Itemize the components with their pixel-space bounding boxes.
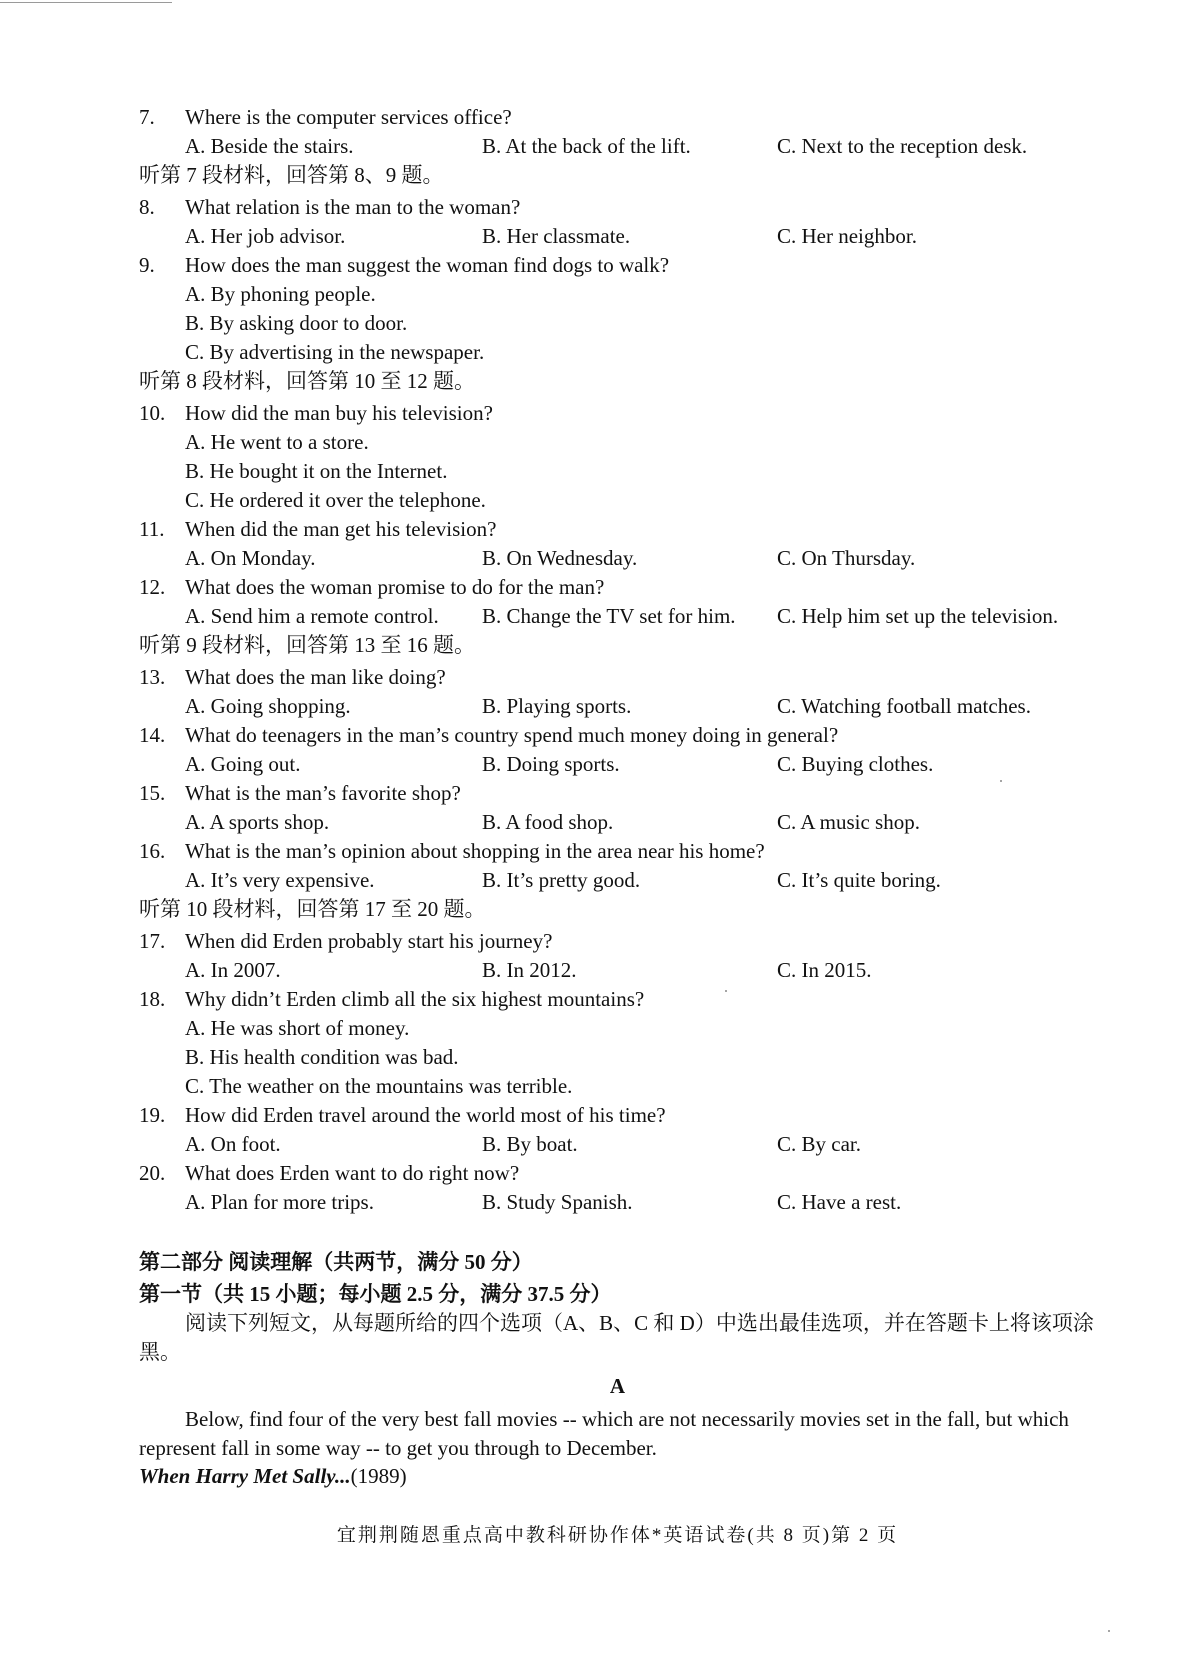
option-a: A. On Monday. <box>185 546 316 570</box>
passage-intro <box>139 1405 1094 1463</box>
question-number: 19. <box>139 1103 166 1127</box>
question-10-option-c <box>0 486 1200 514</box>
question-15-options <box>0 808 1200 836</box>
instruction-text: 听第 8 段材料，回答第 10 至 12 题。 <box>139 369 475 393</box>
option-a: A. Send him a remote control. <box>185 604 439 628</box>
option-b: B. Her classmate. <box>482 224 631 248</box>
option-c: C. Help him set up the television. <box>777 604 1059 628</box>
page-footer: 宜荆荆随恩重点高中教科研协作体*英语试卷(共 8 页)第 2 页 <box>336 1525 899 1546</box>
scan-speck <box>1000 780 1002 782</box>
option-a: A. Going out. <box>185 752 301 776</box>
scan-speck <box>725 990 727 992</box>
question-number: 17. <box>139 929 166 953</box>
question-7 <box>0 103 1200 131</box>
option-c: C. Buying clothes. <box>777 752 934 776</box>
passage-label: A <box>609 1374 626 1398</box>
question-18 <box>0 985 1200 1013</box>
question-18-option-b <box>0 1043 1200 1071</box>
movie-title: When Harry Met Sally... <box>139 1464 351 1488</box>
option-b: B. In 2012. <box>482 958 577 982</box>
question-10-option-a <box>0 428 1200 456</box>
option-b: B. At the back of the lift. <box>482 134 691 158</box>
option-c: C. Her neighbor. <box>777 224 917 248</box>
question-18-option-c <box>0 1072 1200 1100</box>
passage-intro-text: Below, find four of the very best fall movies -- which are not necessarily movies set in the fall, but which represent fall in some way -- to get you through to December. <box>139 1407 1069 1460</box>
option-c: C. By advertising in the newspaper. <box>185 340 485 364</box>
option-a: A. On foot. <box>185 1132 281 1156</box>
option-a: A. A sports shop. <box>185 810 330 834</box>
question-19-options <box>0 1130 1200 1158</box>
question-number: 18. <box>139 987 166 1011</box>
question-18-option-a <box>0 1014 1200 1042</box>
question-16 <box>0 837 1200 865</box>
section1-instruction <box>139 1309 1094 1367</box>
question-14 <box>0 721 1200 749</box>
question-text: Why didn’t Erden climb all the six highest mountains? <box>185 987 645 1011</box>
option-c: C. Watching football matches. <box>777 694 1031 718</box>
instruction-text: 阅读下列短文，从每题所给的四个选项（A、B、C 和 D）中选出最佳选项，并在答题卡上将该项涂黑。 <box>139 1311 1094 1364</box>
question-20-options <box>0 1188 1200 1216</box>
listening-instruction-8 <box>0 367 1200 395</box>
question-9-option-a <box>0 280 1200 308</box>
option-a: A. He was short of money. <box>185 1016 410 1040</box>
question-number: 13. <box>139 665 166 689</box>
question-15 <box>0 779 1200 807</box>
option-c: C. It’s quite boring. <box>777 868 941 892</box>
option-c: C. A music shop. <box>777 810 920 834</box>
option-c: C. In 2015. <box>777 958 872 982</box>
question-8-options <box>0 222 1200 250</box>
question-number: 20. <box>139 1161 166 1185</box>
question-number: 16. <box>139 839 166 863</box>
instruction-text: 听第 9 段材料，回答第 13 至 16 题。 <box>139 633 475 657</box>
question-8 <box>0 193 1200 221</box>
question-12-options <box>0 602 1200 630</box>
question-text: How does the man suggest the woman find dogs to walk? <box>185 253 670 277</box>
question-11 <box>0 515 1200 543</box>
question-number: 7. <box>139 105 155 129</box>
option-a: A. By phoning people. <box>185 282 376 306</box>
option-a: A. He went to a store. <box>185 430 369 454</box>
question-9-option-b <box>0 309 1200 337</box>
question-number: 10. <box>139 401 166 425</box>
question-text: How did the man buy his television? <box>185 401 493 425</box>
option-b: B. A food shop. <box>482 810 614 834</box>
option-c: C. He ordered it over the telephone. <box>185 488 486 512</box>
question-10 <box>0 399 1200 427</box>
question-16-options <box>0 866 1200 894</box>
question-10-option-b <box>0 457 1200 485</box>
question-number: 14. <box>139 723 166 747</box>
option-b: B. Playing sports. <box>482 694 632 718</box>
question-text: What is the man’s opinion about shopping in the area near his home? <box>185 839 765 863</box>
option-a: A. Her job advisor. <box>185 224 346 248</box>
option-c: C. Next to the reception desk. <box>777 134 1028 158</box>
option-b: B. Change the TV set for him. <box>482 604 736 628</box>
option-a: A. In 2007. <box>185 958 281 982</box>
question-text: What relation is the man to the woman? <box>185 195 521 219</box>
question-text: How did Erden travel around the world most of his time? <box>185 1103 666 1127</box>
question-9-option-c <box>0 338 1200 366</box>
question-17-options <box>0 956 1200 984</box>
option-b: B. By asking door to door. <box>185 311 408 335</box>
instruction-text: 听第 10 段材料，回答第 17 至 20 题。 <box>139 897 486 921</box>
question-13-options <box>0 692 1200 720</box>
option-b: B. By boat. <box>482 1132 578 1156</box>
question-13 <box>0 663 1200 691</box>
option-a: A. It’s very expensive. <box>185 868 375 892</box>
option-b: B. Study Spanish. <box>482 1190 633 1214</box>
question-14-options <box>0 750 1200 778</box>
listening-instruction-10 <box>0 895 1200 923</box>
question-11-options <box>0 544 1200 572</box>
question-text: What does the woman promise to do for the man? <box>185 575 605 599</box>
question-text: When did the man get his television? <box>185 517 497 541</box>
option-c: C. By car. <box>777 1132 861 1156</box>
question-text: What does Erden want to do right now? <box>185 1161 520 1185</box>
option-b: B. It’s pretty good. <box>482 868 641 892</box>
listening-instruction-7 <box>0 161 1200 189</box>
option-b: B. He bought it on the Internet. <box>185 459 448 483</box>
instruction-text: 听第 7 段材料，回答第 8、9 题。 <box>139 163 444 187</box>
question-20 <box>0 1159 1200 1187</box>
option-b: B. On Wednesday. <box>482 546 638 570</box>
question-text: What is the man’s favorite shop? <box>185 781 461 805</box>
movie-heading <box>139 1464 407 1489</box>
option-a: A. Plan for more trips. <box>185 1190 374 1214</box>
scan-speck <box>1108 1630 1110 1632</box>
option-c: C. On Thursday. <box>777 546 916 570</box>
section1-heading: 第一节（共 15 小题；每小题 2.5 分，满分 37.5 分） <box>139 1282 612 1306</box>
question-number: 12. <box>139 575 166 599</box>
part2-heading: 第二部分 阅读理解（共两节，满分 50 分） <box>139 1250 533 1274</box>
option-a: A. Going shopping. <box>185 694 351 718</box>
question-9 <box>0 251 1200 279</box>
question-12 <box>0 573 1200 601</box>
question-number: 8. <box>139 195 155 219</box>
option-a: A. Beside the stairs. <box>185 134 354 158</box>
question-17 <box>0 927 1200 955</box>
question-text: When did Erden probably start his journey? <box>185 929 553 953</box>
question-19 <box>0 1101 1200 1129</box>
option-b: B. His health condition was bad. <box>185 1045 459 1069</box>
question-text: Where is the computer services office? <box>185 105 512 129</box>
question-number: 15. <box>139 781 166 805</box>
question-7-options <box>0 132 1200 160</box>
question-number: 11. <box>139 517 165 541</box>
listening-instruction-9 <box>0 631 1200 659</box>
option-b: B. Doing sports. <box>482 752 620 776</box>
question-number: 9. <box>139 253 155 277</box>
question-text: What does the man like doing? <box>185 665 446 689</box>
option-c: C. The weather on the mountains was terrible. <box>185 1074 573 1098</box>
movie-year: (1989) <box>350 1464 407 1488</box>
question-text: What do teenagers in the man’s country spend much money doing in general? <box>185 723 839 747</box>
option-c: C. Have a rest. <box>777 1190 902 1214</box>
